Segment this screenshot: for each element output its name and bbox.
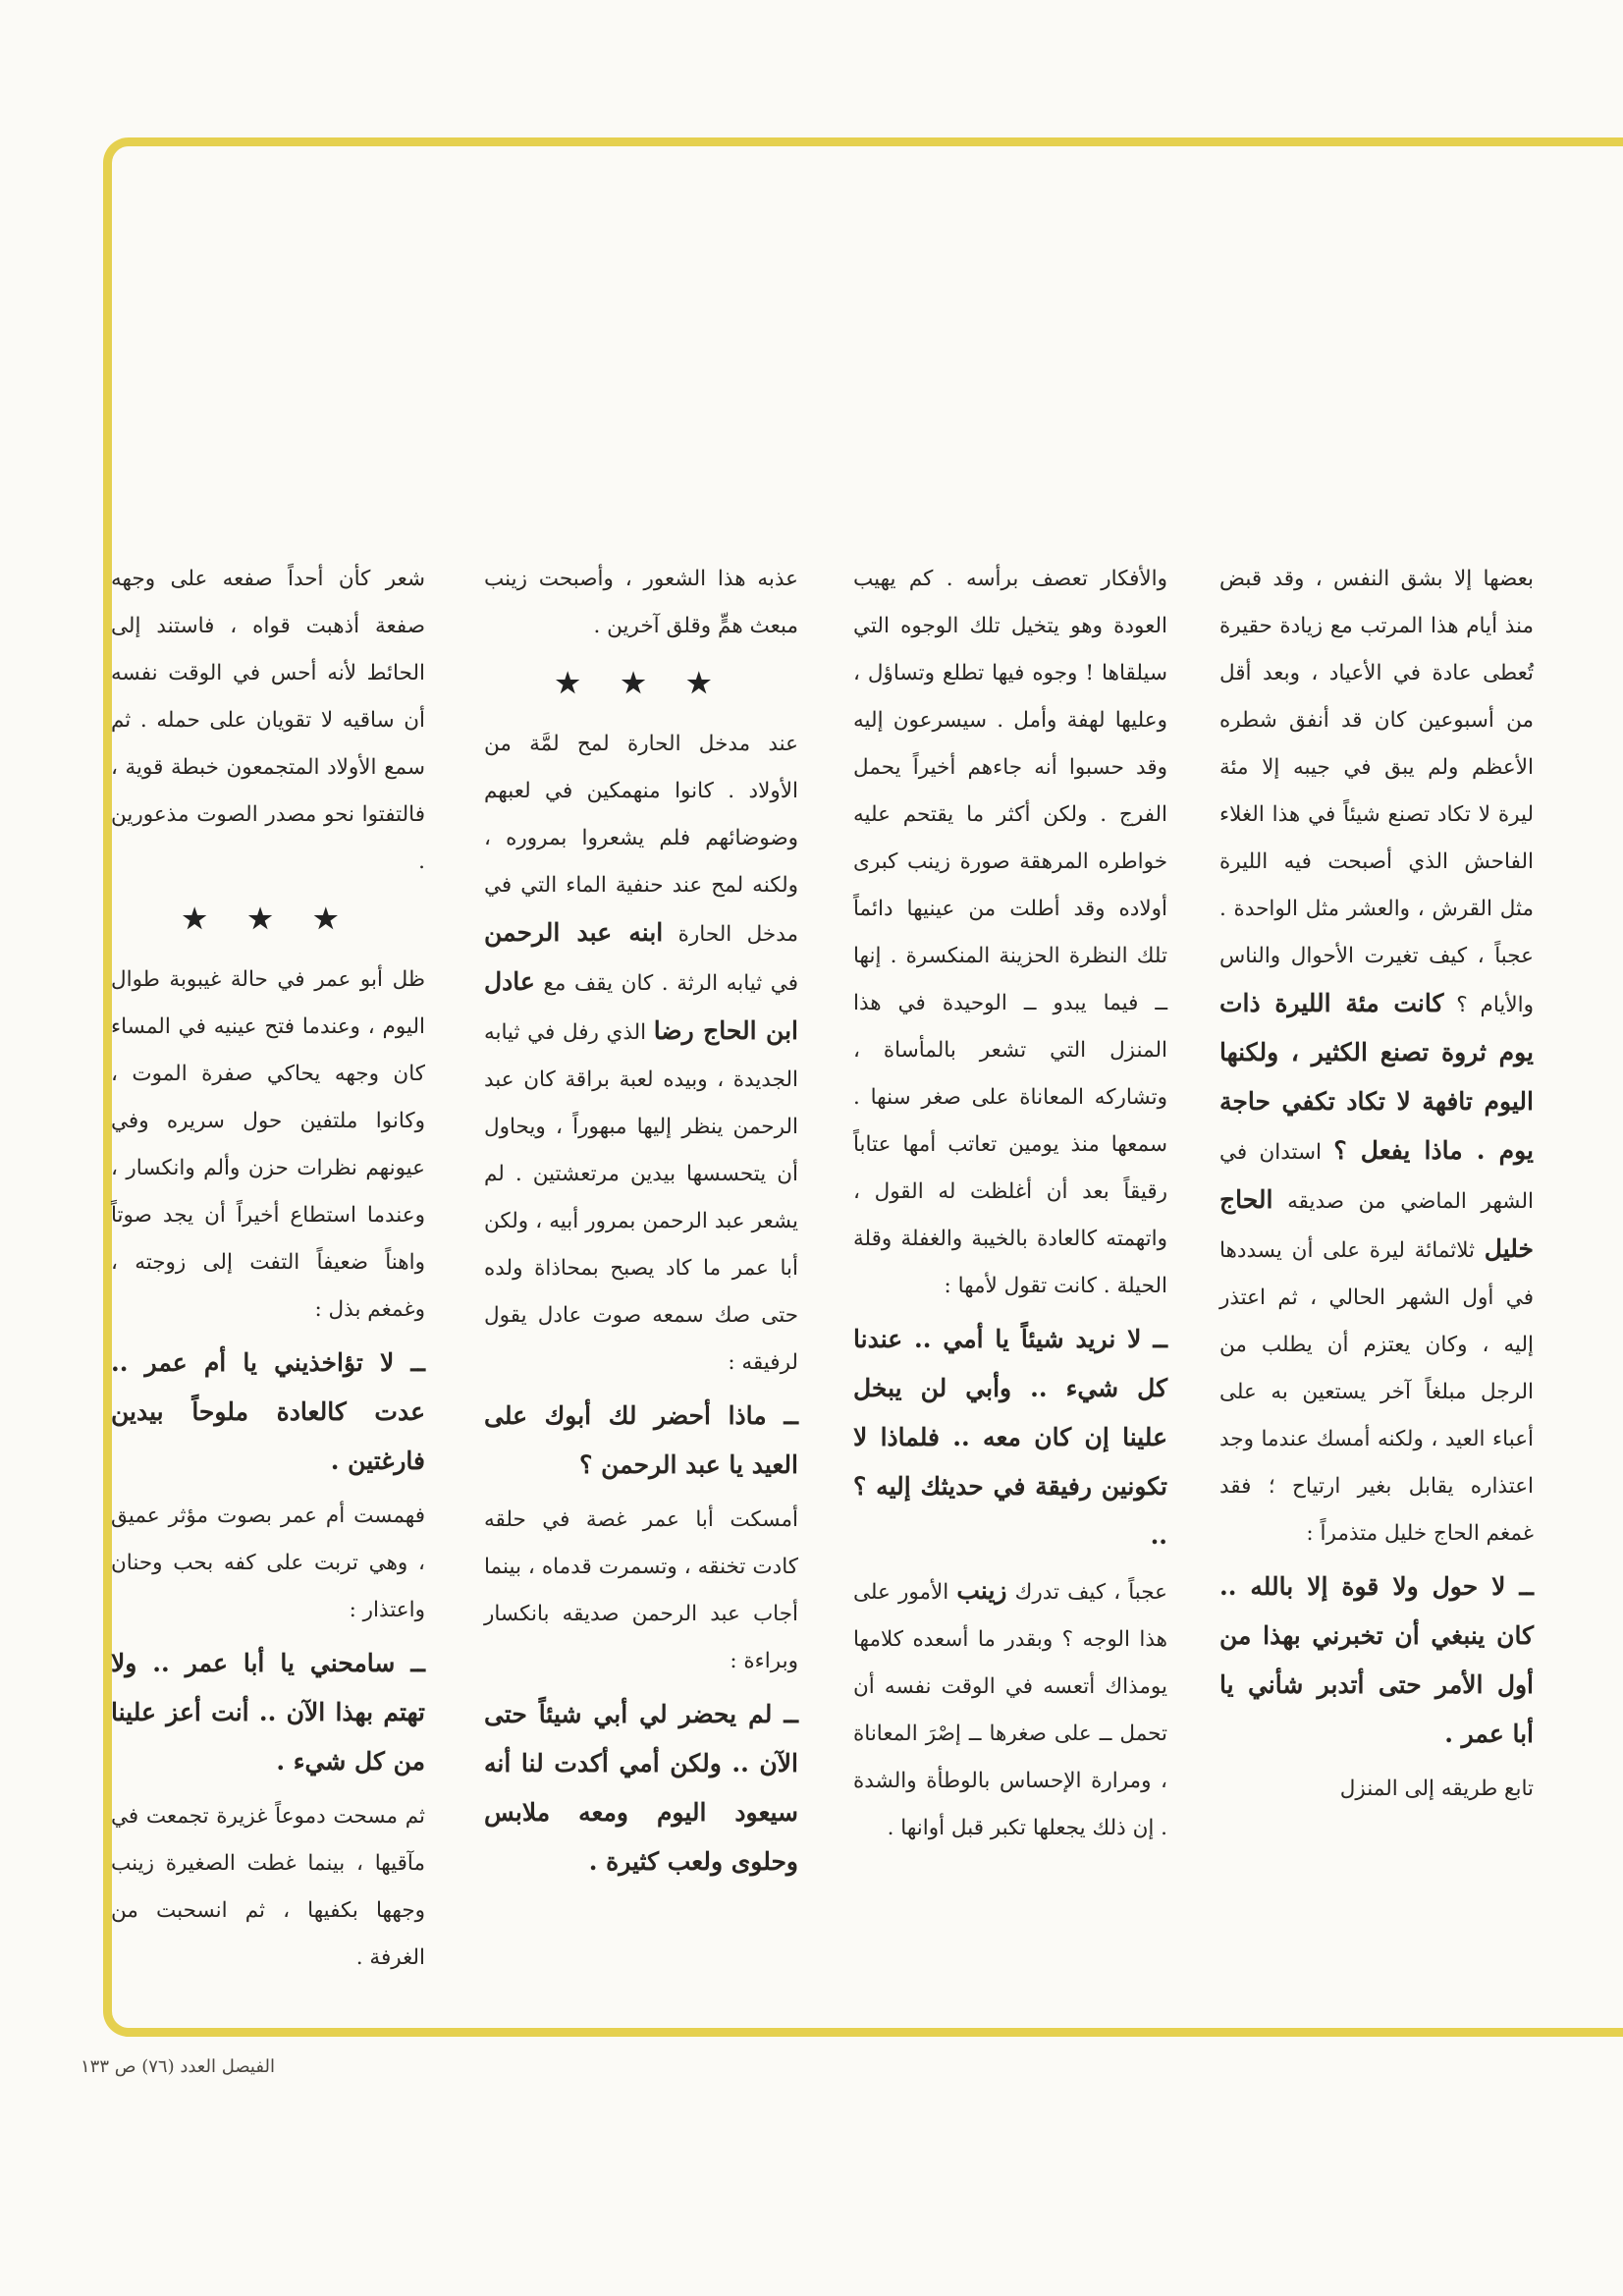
paragraph [111,957,425,1334]
text-run: والأفكار تعصف برأسه . كم يهيب العودة وهو يتخيل تلك الوجوه التي سيلقاها ! وجوه فيها تطلع وتساؤل ، وعليها لهفة وأمل . سيسرعون إليه وقد حسبوا أنه جاءهم أخيراً يحمل الفرج . ولكن أكثر ما يقتحم عليه خواطره المرهقة صورة زينب كبرى أولاده وقد أطلت من عينيها دائماً تلك النظرة الحزينة المنكسرة . إنها ــ فيما يبدو ــ الوحيدة في هذا المنزل التي تشعر بالمأساة ، وتشاركه المعاناة على صغر سنها . سمعها منذ يومين تعاتب أمها عتاباً رقيقاً بعد أن أغلظت له القول ، واتهمته كالعادة بالخيبة والغفلة وقلة الحيلة . كانت تقول لأمها : [853,567,1167,1298]
text-column-1 [1219,556,1534,1813]
paragraph [111,556,425,886]
paragraph [111,1493,425,1634]
bold-text-run: ــ لا نريد شيئاً يا أمي .. عندنا كل شيء .. وأبي لن يبخل علينا إن كان معه .. فلماذا لا تكونين رفيقة في حديثك إليه ؟ .. [853,1325,1167,1550]
text-run: شعر كأن أحداً صفعه على وجهه صفعة أذهبت قواه ، فاستند إلى الحائط لأنه أحس في الوقت نفسه أن ساقيه لا تقويان على حمله . ثم سمع الأولاد المتجمعون خبطة قوية ، فالتفتوا نحو مصدر الصوت مذعورين . [111,567,425,874]
paragraph [111,1339,425,1487]
bold-text-run: عادل ابن الحاج رضا [484,967,798,1045]
bold-text-run: ــ لم يحضر لي أبي شيئاً حتى الآن .. ولكن أمي أكدت لنا أنه سيعود اليوم ومعه ملابس وحلوى ولعب كثيرة . [484,1700,798,1876]
paragraph [853,556,1167,1310]
bold-text-run: زينب [956,1576,1007,1605]
bold-text-run: ــ لا تؤاخذيني يا أم عمر .. عدت كالعادة ملوحاً بيدين فارغتين . [111,1348,425,1475]
text-run: ثم مسحت دموعاً غزيرة تجمعت في مآقيها ، بينما غطت الصغيرة زينب وجهها بكفيها ، ثم انسحبت من الغرفة . [111,1804,425,1970]
bold-text-run: ــ سامحني يا أبا عمر .. ولا تهتم بهذا الآن .. أنت أعز علينا من كل شيء . [111,1649,425,1776]
text-column-4 [111,556,425,1982]
text-run: عند مدخل الحارة لمح لمَّة من الأولاد . كانوا منهمكين في لعبهم وضوضائهم فلم يشعروا بمروره ، ولكنه لمح عند حنفية الماء التي في مدخل الحارة [484,732,798,947]
text-run: بعضها إلا بشق النفس ، وقد قبض منذ أيام هذا المرتب مع زيادة حقيرة تُعطى عادة في الأعياد ، وبعد أقل من أسبوعين كان قد أنفق شطره الأعظم ولم يبق في جيبه إلا مئة ليرة لا تكاد تصنع شيئاً في هذا الغلاء الفاحش الذي أصبحت فيه الليرة مثل القرش ، والعشر مثل الواحدة . عجباً ، كيف تغيرت الأحوال والناس والأيام ؟ [1219,567,1534,1017]
paragraph [853,1567,1167,1852]
paragraph [111,1793,425,1982]
text-run: أمسكت أبا عمر غصة في حلقه كادت تخنقه ، وتسمرت قدماه ، بينما أجاب عبد الرحمن صديقه بانكسار وبراءة : [484,1507,798,1673]
text-run: ثلاثمائة ليرة على أن يسددها في أول الشهر الحالي ، ثم اعتذر إليه ، وكان يعتزم أن يطلب من الرجل مبلغاً آخر يستعين به على أعباء العيد ، ولكنه أمسك عندما وجد اعتذاره يقابل بغير ارتياح ؛ فقد غمغم الحاج خليل متذمراً : [1219,1238,1534,1546]
page-footer: الفيصل العدد (٧٦) ص ١٣٣ [81,2056,275,2077]
paragraph [853,1316,1167,1561]
text-run: ظل أبو عمر في حالة غيبوبة طوال اليوم ، وعندما فتح عينيه في المساء كان وجهه يحاكي صفرة الموت ، وكانوا ملتفين حول سريره وفي عيونهم نظرات حزن وألم وانكسار ، وعندما استطاع أخيراً أن يجد صوتاً واهناً ضعيفاً التفت إلى زوجته ، وغمغم بذل : [111,967,425,1322]
paragraph [1219,1563,1534,1760]
text-column-2 [853,556,1167,1852]
text-run: الأمور على هذا الوجه ؟ وبقدر ما أسعده كلامها يومذاك أتعسه في الوقت نفسه أن تحمل ــ على صغرها ــ إصْرَ المعاناة ، ومرارة الإحساس بالوطأة والشدة . إن ذلك يجعلها تكبر قبل أوانها . [853,1580,1167,1840]
section-divider-stars: ★ ★ ★ [555,667,728,699]
paragraph [1219,1766,1534,1813]
text-run: الذي رفل في ثيابه الجديدة ، وبيده لعبة براقة كان عبد الرحمن ينظر إليها مبهوراً ، ويحاول أن يتحسسها بيدين مرتعشتين . لم يشعر عبد الرحمن بمرور أبيه ، ولكن أبا عمر ما كاد يصبح بمحاذاة ولده حتى صك سمعه صوت عادل يقول لرفيقه : [484,1020,798,1375]
paragraph [484,1393,798,1491]
paragraph [484,721,798,1387]
text-column-3 [484,556,798,1887]
text-run: استدان في الشهر الماضي من صديقه [1219,1140,1534,1214]
bold-text-run: ــ ماذا أحضر لك أبوك على العيد يا عبد الرحمن ؟ [484,1401,798,1479]
paragraph [484,1691,798,1887]
section-divider-stars: ★ ★ ★ [182,902,354,935]
bold-text-run: كانت مئة الليرة ذات يوم ثروة تصنع الكثير ، ولكنها اليوم تافهة لا تكاد تكفي حاجة يوم . ماذا يفعل ؟ [1219,989,1535,1165]
text-run: في ثيابه الرثة . كان يقف مع [534,971,798,996]
paragraph [484,556,798,650]
bold-text-run: ابنه عبد الرحمن [484,918,664,947]
paragraph [1219,556,1534,1558]
bold-text-run: الحاج خليل [1219,1185,1534,1263]
paragraph [484,1497,798,1685]
text-run: عجباً ، كيف تدرك [1006,1580,1168,1605]
bold-text-run: ــ لا حول ولا قوة إلا بالله .. كان ينبغي أن تخبرني بهذا من أول الأمر حتى أتدبر شأني يا أبا عمر . [1219,1572,1534,1748]
text-run: فهمست أم عمر بصوت مؤثر عميق ، وهي تربت على كفه بحب وحنان واعتذار : [111,1503,425,1622]
paragraph [111,1640,425,1787]
text-run: تابع طريقه إلى المنزل [1339,1777,1534,1801]
text-run: عذبه هذا الشعور ، وأصبحت زينب مبعث همٍّ وقلق آخرين . [484,567,798,638]
